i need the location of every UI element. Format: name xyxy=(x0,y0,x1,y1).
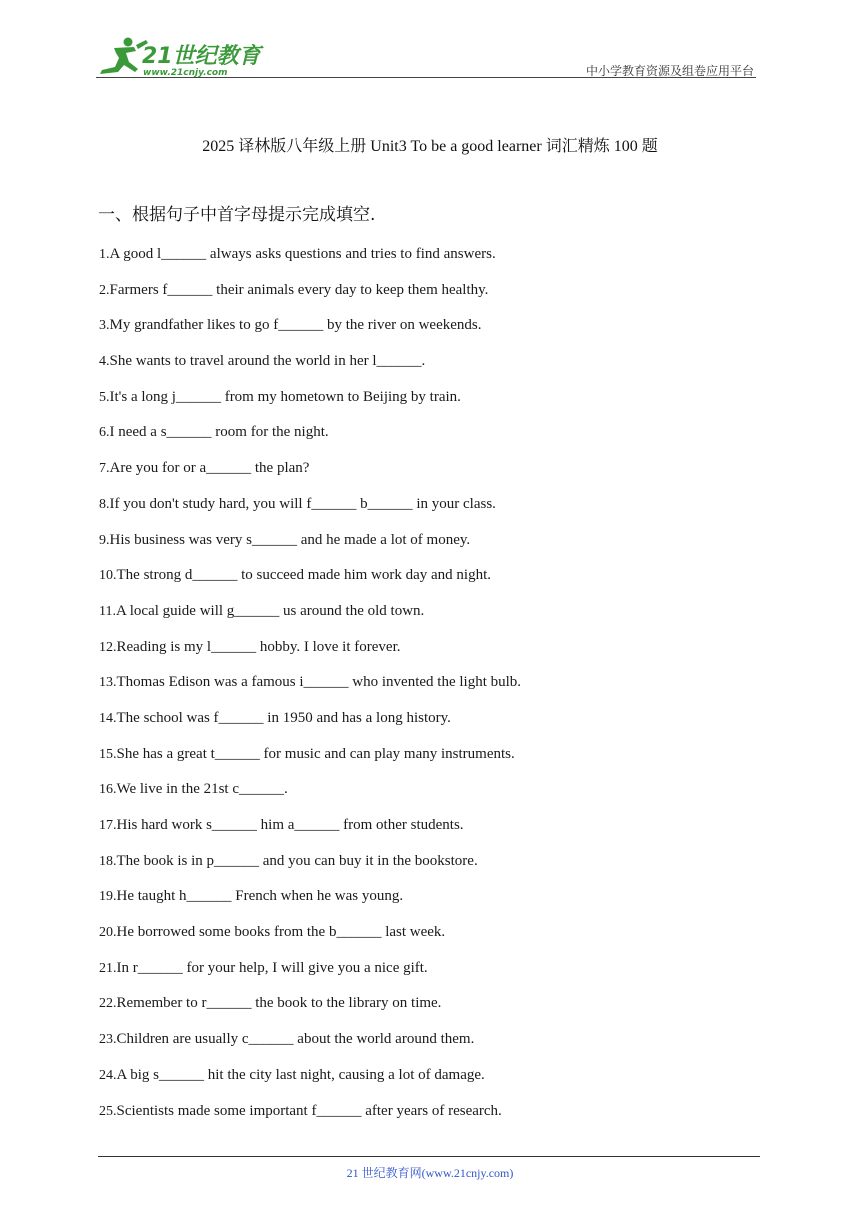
question-text: The school was f______ in 1950 and has a long history. xyxy=(116,709,451,726)
footer-divider xyxy=(98,1156,760,1157)
question-text: Scientists made some important f______ after years of research. xyxy=(116,1102,502,1119)
question-number: 9. xyxy=(99,532,110,548)
question-number: 1. xyxy=(99,247,110,262)
question-item xyxy=(99,494,521,530)
question-item xyxy=(99,708,521,744)
question-number: 18. xyxy=(99,853,117,869)
question-text: It's a long j______ from my hometown to Beijing by train. xyxy=(109,388,461,405)
question-number: 12. xyxy=(99,639,117,655)
question-text: She wants to travel around the world in her l______. xyxy=(109,353,426,370)
question-item xyxy=(99,351,521,387)
question-item xyxy=(99,958,521,994)
question-text: Reading is my l______ hobby. I love it forever. xyxy=(116,638,401,655)
question-item xyxy=(99,851,521,887)
question-text: Remember to r______ the book to the library on time. xyxy=(116,995,442,1012)
question-text: A good l______ always asks questions and tries to find answers. xyxy=(109,246,496,262)
header-divider xyxy=(96,77,756,78)
question-text: The book is in p______ and you can buy it in the bookstore. xyxy=(116,852,478,869)
question-text: In r______ for your help, I will give you a nice gift. xyxy=(116,959,428,976)
section-heading: 一、根据句子中首字母提示完成填空. xyxy=(98,205,376,225)
question-text: Thomas Edison was a famous i______ who invented the light bulb. xyxy=(116,674,522,691)
question-item xyxy=(99,886,521,922)
svg-text:www.21cnjy.com: www.21cnjy.com xyxy=(143,68,228,78)
question-number: 19. xyxy=(99,889,117,905)
question-text: The strong d______ to succeed made him work day and night. xyxy=(116,567,492,584)
question-item xyxy=(99,1029,521,1065)
question-text: I need a s______ room for the night. xyxy=(109,424,329,441)
question-item xyxy=(99,779,521,815)
question-number: 22. xyxy=(99,996,117,1012)
question-item xyxy=(99,993,521,1029)
question-number: 13. xyxy=(99,675,117,691)
question-text: She has a great t______ for music and can play many instruments. xyxy=(116,745,515,762)
question-number: 21. xyxy=(99,960,117,976)
runner-icon xyxy=(100,38,148,75)
question-number: 8. xyxy=(99,496,110,512)
question-number: 5. xyxy=(99,389,110,405)
question-number: 15. xyxy=(99,746,117,762)
question-number: 11. xyxy=(99,603,116,619)
question-number: 4. xyxy=(99,354,110,370)
document-title: 2025 译林版八年级上册 Unit3 To be a good learner 词汇精炼 100 题 xyxy=(202,138,658,155)
question-number: 24. xyxy=(99,1067,117,1083)
site-logo xyxy=(96,36,266,78)
question-number: 16. xyxy=(99,782,117,798)
question-text: Farmers f______ their animals every day to keep them healthy. xyxy=(109,281,489,298)
question-item xyxy=(99,387,521,423)
svg-text:21世纪教育: 21世纪教育 xyxy=(142,44,261,69)
site-tagline: 中小学教育资源及组卷应用平台 xyxy=(585,64,754,78)
question-number: 14. xyxy=(99,710,117,726)
footer-text: 21 世纪教育网(www.21cnjy.com) xyxy=(346,1166,514,1180)
question-item xyxy=(99,922,521,958)
question-item xyxy=(99,422,521,458)
question-item xyxy=(99,815,521,851)
question-text: Children are usually c______ about the world around them. xyxy=(116,1031,475,1048)
question-number: 25. xyxy=(99,1103,117,1119)
question-text: His hard work s______ him a______ from other students. xyxy=(116,817,464,833)
question-number: 3. xyxy=(99,318,110,334)
question-item xyxy=(99,1065,521,1101)
question-number: 2. xyxy=(99,282,110,298)
page-header xyxy=(96,30,756,80)
question-item xyxy=(99,458,521,494)
question-text: He borrowed some books from the b______ last week. xyxy=(116,924,446,941)
question-number: 6. xyxy=(99,425,110,441)
question-number: 17. xyxy=(99,818,117,833)
question-item xyxy=(99,530,521,566)
question-number: 10. xyxy=(99,568,117,584)
question-item xyxy=(99,1101,521,1137)
question-number: 23. xyxy=(99,1032,117,1048)
question-text: Are you for or a______ the plan? xyxy=(109,460,310,477)
question-number: 20. xyxy=(99,925,117,941)
question-item xyxy=(99,315,521,351)
question-text: A big s______ hit the city last night, causing a lot of damage. xyxy=(116,1066,485,1083)
question-item xyxy=(99,637,521,673)
question-text: His business was very s______ and he made a lot of money. xyxy=(109,531,471,548)
question-item xyxy=(99,744,521,780)
question-item xyxy=(99,601,521,637)
question-text: A local guide will g______ us around the old town. xyxy=(115,602,425,619)
question-text: We live in the 21st c______. xyxy=(116,781,288,798)
question-text: My grandfather likes to go f______ by the river on weekends. xyxy=(109,317,482,334)
question-number: 7. xyxy=(99,461,110,477)
question-item xyxy=(99,672,521,708)
question-list xyxy=(99,244,521,1136)
question-item xyxy=(99,565,521,601)
question-text: He taught h______ French when he was young. xyxy=(116,888,404,905)
question-item xyxy=(99,244,521,280)
question-item xyxy=(99,280,521,316)
question-text: If you don't study hard, you will f______ b______ in your class. xyxy=(109,495,496,512)
